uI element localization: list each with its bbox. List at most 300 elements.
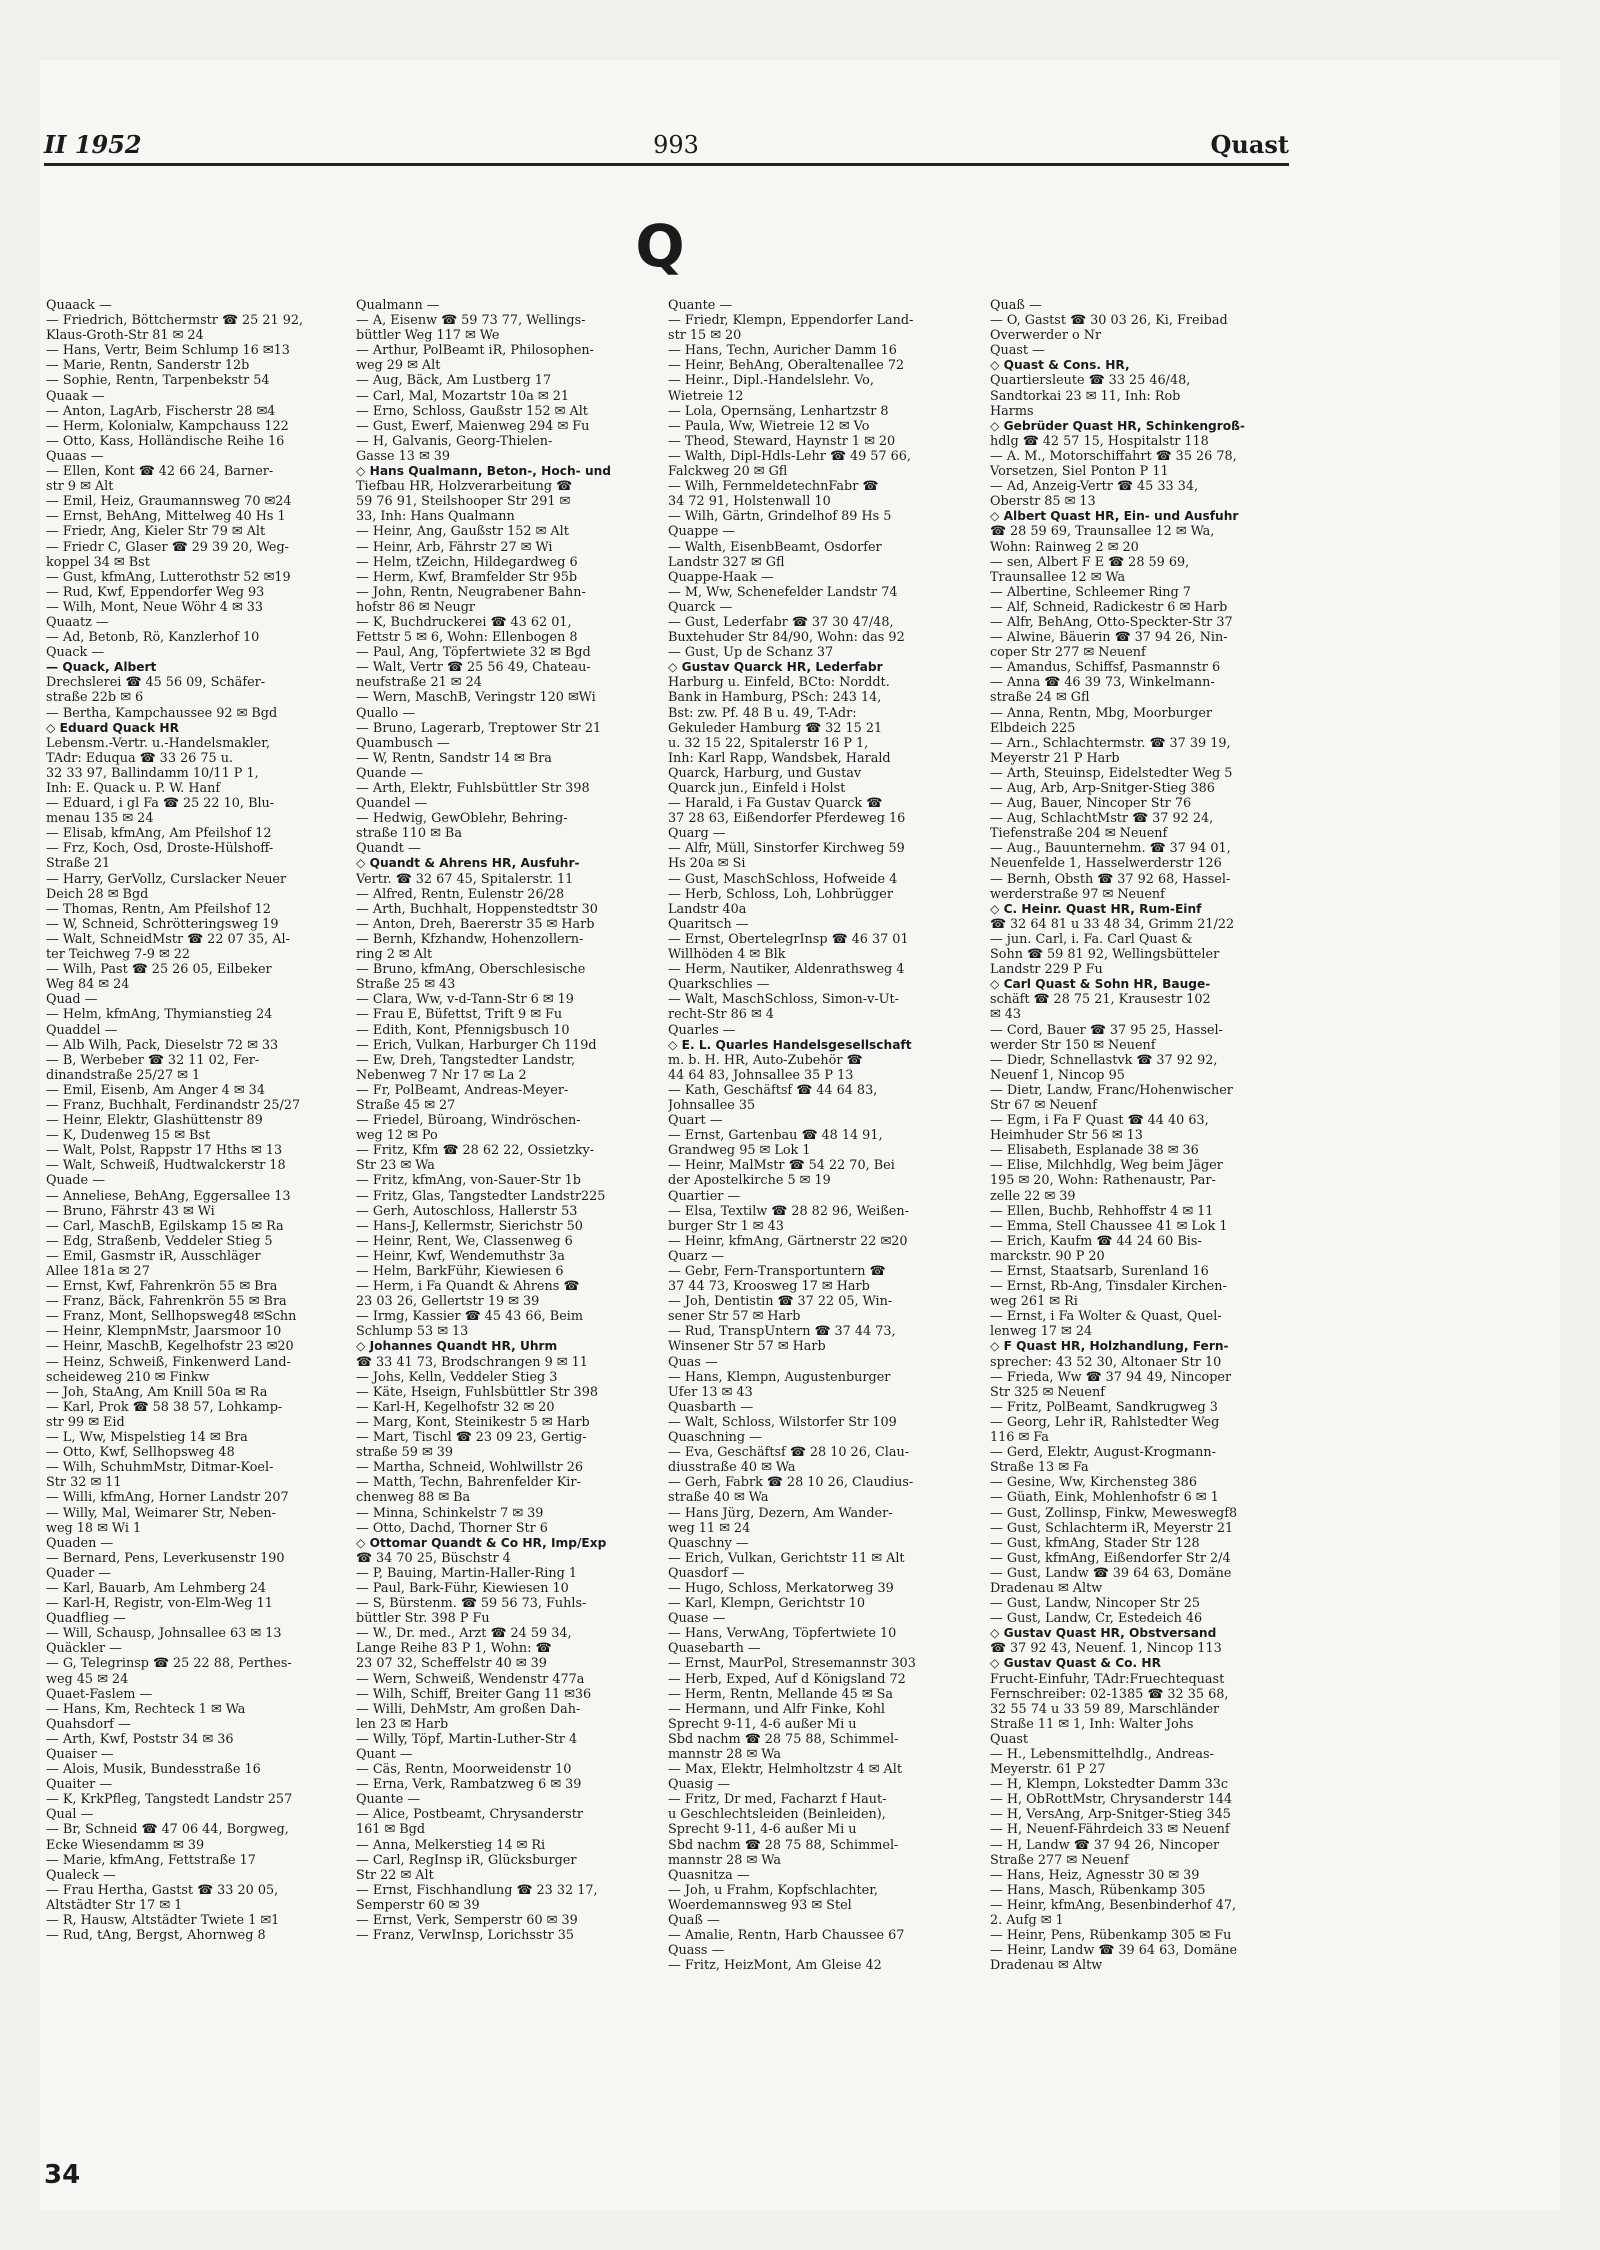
directory-entry-line: — Arth, Steuinsp, Eidelstedter Weg 5 bbox=[990, 765, 1233, 781]
directory-entry-line: — Rud, TranspUntern ☎ 37 44 73, bbox=[668, 1324, 896, 1340]
directory-entry-line: — Karl-H, Kegelhofstr 32 ✉ 20 bbox=[356, 1399, 555, 1415]
directory-entry-line: — Johs, Kelln, Veddeler Stieg 3 bbox=[356, 1369, 558, 1385]
directory-entry-line: — Willy, Mal, Weimarer Str, Neben- bbox=[46, 1505, 276, 1521]
directory-entry-line: der Apostelkirche 5 ✉ 19 bbox=[668, 1173, 831, 1189]
directory-entry-line: — Emma, Stell Chaussee 41 ✉ Lok 1 bbox=[990, 1218, 1228, 1234]
directory-entry-line: — Eduard, i gl Fa ☎ 25 22 10, Blu- bbox=[46, 796, 275, 812]
directory-entry-line: — Herm, Kwf, Bramfelder Str 95b bbox=[356, 569, 578, 585]
directory-entry-line: weg 18 ✉ Wi 1 bbox=[46, 1520, 142, 1536]
directory-entry-line: — A. M., Motorschiffahrt ☎ 35 26 78, bbox=[990, 448, 1237, 464]
directory-entry-line: Quaschny — bbox=[668, 1535, 749, 1551]
directory-entry-line: Ecke Wiesendamm ✉ 39 bbox=[46, 1837, 205, 1853]
directory-entry-line: Meyerstr 21 P Harb bbox=[990, 750, 1120, 766]
directory-entry-line: — Wern, Schweiß, Wendenstr 477a bbox=[356, 1671, 585, 1687]
directory-entry-line: — Otto, Kwf, Sellhopsweg 48 bbox=[46, 1445, 235, 1461]
directory-entry-line: 59 76 91, Steilshooper Str 291 ✉ bbox=[356, 494, 571, 510]
directory-entry-line: — Ew, Dreh, Tangstedter Landstr, bbox=[356, 1052, 576, 1068]
directory-entry-line: burger Str 1 ✉ 43 bbox=[668, 1218, 784, 1234]
directory-entry-line: Qual — bbox=[46, 1807, 94, 1823]
directory-entry-line: weg 11 ✉ 24 bbox=[668, 1520, 751, 1536]
directory-entry-line: — Bernard, Pens, Leverkusenstr 190 bbox=[46, 1550, 285, 1566]
directory-entry-line: Straße 21 bbox=[46, 856, 111, 872]
directory-entry-line: ◇ Gustav Quarck HR, Lederfabr bbox=[668, 660, 883, 675]
directory-entry-line: — Albertine, Schleemer Ring 7 bbox=[990, 584, 1191, 600]
directory-entry-line: ◇ E. L. Quarles Handelsgesellschaft bbox=[668, 1037, 912, 1052]
directory-entry-line: — Alfred, Rentn, Eulenstr 26/28 bbox=[356, 886, 565, 902]
directory-entry-line: — Anna, Melkerstieg 14 ✉ Ri bbox=[356, 1837, 546, 1853]
directory-entry-line: Sandtorkai 23 ✉ 11, Inh: Rob bbox=[990, 388, 1181, 404]
directory-entry-line: — Arthur, PolBeamt iR, Philosophen- bbox=[356, 343, 594, 359]
directory-entry-line: Fettstr 5 ✉ 6, Wohn: Ellenbogen 8 bbox=[356, 630, 578, 646]
directory-entry-line: büttler Str. 398 P Fu bbox=[356, 1611, 490, 1627]
directory-entry-line: — Emil, Eisenb, Am Anger 4 ✉ 34 bbox=[46, 1082, 265, 1098]
directory-entry-line: — Heinr, Arb, Fährstr 27 ✉ Wi bbox=[356, 539, 553, 555]
directory-entry-line: — Wilh, Past ☎ 25 26 05, Eilbeker bbox=[46, 962, 272, 978]
directory-entry-line: — Thomas, Rentn, Am Pfeilshof 12 bbox=[46, 901, 271, 917]
page-header bbox=[44, 122, 1289, 166]
directory-entry-line: Quasnitza — bbox=[668, 1867, 750, 1883]
directory-entry-line: Quallo — bbox=[356, 705, 416, 721]
directory-entry-line: Frucht-Einfuhr, TAdr:Fruechtequast bbox=[990, 1671, 1225, 1687]
directory-entry-line: 2. Aufg ✉ 1 bbox=[990, 1913, 1064, 1929]
directory-entry-line: straße 59 ✉ 39 bbox=[356, 1445, 454, 1461]
directory-entry-line: — Paul, Ang, Töpfertwiete 32 ✉ Bgd bbox=[356, 645, 591, 661]
directory-entry-line: Quase — bbox=[668, 1611, 726, 1627]
directory-entry-line: — H, VersAng, Arp-Snitger-Stieg 345 bbox=[990, 1807, 1231, 1823]
directory-entry-line: chenweg 88 ✉ Ba bbox=[356, 1490, 471, 1506]
directory-entry-line: weg 29 ✉ Alt bbox=[356, 358, 441, 374]
directory-entry-line: — W., Dr. med., Arzt ☎ 24 59 34, bbox=[356, 1626, 572, 1642]
directory-entry-line: — Walt, Schweiß, Hudtwalckerstr 18 bbox=[46, 1158, 286, 1174]
directory-entry-line: Quahsdorf — bbox=[46, 1716, 131, 1732]
directory-entry-line: — Fr, PolBeamt, Andreas-Meyer- bbox=[356, 1082, 569, 1098]
directory-entry-line: Gekuleder Hamburg ☎ 32 15 21 bbox=[668, 720, 883, 736]
directory-entry-line: — Gust, Landw, Nincoper Str 25 bbox=[990, 1596, 1201, 1612]
directory-entry-line: — Theod, Steward, Haynstr 1 ✉ 20 bbox=[668, 433, 896, 449]
directory-entry-line: — Herb, Exped, Auf d Königsland 72 bbox=[668, 1671, 906, 1687]
header-running-name: Quast bbox=[1210, 130, 1289, 159]
directory-entry-line: — Aug, Bäck, Am Lustberg 17 bbox=[356, 373, 552, 389]
directory-entry-line: ◇ Gustav Quast HR, Obstversand bbox=[990, 1626, 1217, 1641]
directory-entry-line: — Elise, Milchhdlg, Weg beim Jäger bbox=[990, 1158, 1223, 1174]
directory-entry-line: — Ernst, Staatsarb, Surenland 16 bbox=[990, 1264, 1209, 1279]
directory-entry-line: — Helm, kfmAng, Thymianstieg 24 bbox=[46, 1007, 273, 1023]
directory-entry-line: 161 ✉ Bgd bbox=[356, 1822, 426, 1838]
directory-entry-line: — H., Lebensmittelhdlg., Andreas- bbox=[990, 1747, 1214, 1762]
directory-entry-line: str 15 ✉ 20 bbox=[668, 328, 742, 344]
directory-entry-line: ☎ 34 70 25, Büschstr 4 bbox=[356, 1550, 511, 1566]
directory-entry-line: — Gesine, Ww, Kirchensteg 386 bbox=[990, 1475, 1197, 1491]
directory-entry-line: Dradenau ✉ Altw bbox=[990, 1580, 1103, 1596]
directory-entry-line: 32 33 97, Ballindamm 10/11 P 1, bbox=[46, 765, 259, 781]
directory-entry-line: Quaatz — bbox=[46, 614, 109, 630]
directory-entry-line: Dradenau ✉ Altw bbox=[990, 1958, 1103, 1974]
directory-entry-line: — Herm, Kolonialw, Kampchauss 122 bbox=[46, 418, 289, 434]
directory-entry-line: 34 72 91, Holstenwall 10 bbox=[668, 494, 831, 510]
directory-entry-line: — Joh, u Frahm, Kopfschlachter, bbox=[668, 1882, 878, 1898]
directory-entry-line: — Helm, tZeichn, Hildegardweg 6 bbox=[356, 554, 578, 570]
directory-entry-line: — Bruno, kfmAng, Oberschlesische bbox=[356, 962, 586, 978]
directory-entry-line: — Otto, Dachd, Thorner Str 6 bbox=[356, 1520, 548, 1536]
directory-entry-line: — H, Klempn, Lokstedter Damm 33c bbox=[990, 1777, 1229, 1793]
directory-entry-line: — Gerh, Autoschloss, Hallerstr 53 bbox=[356, 1203, 578, 1219]
directory-entry-line: Straße 13 ✉ Fa bbox=[990, 1460, 1089, 1476]
directory-entry-line: sener Str 57 ✉ Harb bbox=[668, 1309, 801, 1325]
directory-entry-line: — Aug, SchlachtMstr ☎ 37 92 24, bbox=[990, 811, 1214, 827]
directory-entry-line: Quappe-Haak — bbox=[668, 569, 774, 585]
directory-entry-line: — Heinr, Pens, Rübenkamp 305 ✉ Fu bbox=[990, 1928, 1232, 1944]
directory-entry-line: — Ernst, Gartenbau ☎ 48 14 91, bbox=[668, 1128, 883, 1144]
directory-entry-line: — Alf, Schneid, Radickestr 6 ✉ Harb bbox=[990, 599, 1228, 615]
directory-entry-line: Meyerstr. 61 P 27 bbox=[990, 1762, 1106, 1778]
directory-entry-line: TAdr: Eduqua ☎ 33 26 75 u. bbox=[46, 750, 234, 766]
directory-entry-line: — Emil, Heiz, Graumannsweg 70 ✉24 bbox=[46, 494, 292, 510]
directory-entry-line: — Ernst, Kwf, Fahrenkrön 55 ✉ Bra bbox=[46, 1279, 278, 1295]
directory-entry-line: — Arth, Kwf, Poststr 34 ✉ 36 bbox=[46, 1731, 234, 1747]
directory-entry-line: — Gust, kfmAng, Lutterothstr 52 ✉19 bbox=[46, 569, 291, 585]
directory-entry-line: — Karl, Prok ☎ 58 38 57, Lohkamp- bbox=[46, 1399, 283, 1415]
directory-entry-line: — Elisabeth, Esplanade 38 ✉ 36 bbox=[990, 1143, 1199, 1159]
directory-entry-line: — Helm, BarkFühr, Kiewiesen 6 bbox=[356, 1264, 564, 1279]
directory-entry-line: Fernschreiber: 02-1385 ☎ 32 35 68, bbox=[990, 1686, 1229, 1702]
directory-entry-line: Bank in Hamburg, PSch: 243 14, bbox=[668, 690, 882, 706]
directory-entry-line: Str 325 ✉ Neuenf bbox=[990, 1384, 1105, 1400]
directory-entry-line: Quaritsch — bbox=[668, 916, 749, 932]
directory-entry-line: 37 28 63, Eißendorfer Pferdeweg 16 bbox=[668, 811, 906, 827]
directory-entry-line: Quaß — bbox=[668, 1913, 720, 1929]
directory-entry-line: — Willi, kfmAng, Horner Landstr 207 bbox=[46, 1490, 289, 1506]
directory-entry-line: Sohn ☎ 59 81 92, Wellingsbütteler bbox=[990, 947, 1220, 963]
directory-entry-line: Qualmann — bbox=[356, 298, 440, 313]
directory-entry-line: 44 64 83, Johnsallee 35 P 13 bbox=[668, 1067, 854, 1083]
directory-entry-line: Harms bbox=[990, 403, 1034, 419]
directory-entry-line: — Wilh, SchuhmMstr, Ditmar-Koel- bbox=[46, 1460, 274, 1476]
directory-entry-line: — Friedel, Büroang, Windröschen- bbox=[356, 1113, 581, 1129]
directory-entry-line: — Marg, Kont, Steinikestr 5 ✉ Harb bbox=[356, 1414, 590, 1430]
directory-entry-line: Grandweg 95 ✉ Lok 1 bbox=[668, 1143, 811, 1159]
directory-entry-line: Quaschning — bbox=[668, 1430, 762, 1446]
directory-entry-line: — Rud, tAng, Bergst, Ahornweg 8 bbox=[46, 1928, 266, 1944]
directory-entry-line: Qualeck — bbox=[46, 1867, 116, 1883]
directory-entry-line: — Paula, Ww, Wietreie 12 ✉ Vo bbox=[668, 418, 870, 434]
column-4 bbox=[990, 298, 1300, 1973]
directory-entry-line: Quandel — bbox=[356, 796, 428, 812]
directory-entry-line: — Frz, Koch, Osd, Droste-Hülshoff- bbox=[46, 841, 274, 857]
directory-entry-line: — O, Gastst ☎ 30 03 26, Ki, Freibad bbox=[990, 313, 1228, 329]
directory-entry-line: — Hans, Km, Rechteck 1 ✉ Wa bbox=[46, 1701, 246, 1717]
directory-entry-line: Oberstr 85 ✉ 13 bbox=[990, 494, 1096, 510]
directory-entry-line: — Fritz, PolBeamt, Sandkrugweg 3 bbox=[990, 1399, 1218, 1415]
directory-entry-line: — G, Telegrinsp ☎ 25 22 88, Perthes- bbox=[46, 1656, 292, 1672]
directory-entry-line: — Cäs, Rentn, Moorweidenstr 10 bbox=[356, 1762, 572, 1778]
directory-entry-line: — Diedr, Schnellastvk ☎ 37 92 92, bbox=[990, 1052, 1218, 1068]
directory-entry-line: — Walth, Dipl-Hdls-Lehr ☎ 49 57 66, bbox=[668, 448, 912, 464]
directory-entry-line: — W, Schneid, Schrötteringsweg 19 bbox=[46, 916, 279, 932]
directory-entry-line: Tiefenstraße 204 ✉ Neuenf bbox=[990, 826, 1168, 842]
directory-entry-line: — Gust, Zollinsp, Finkw, Meweswegf8 bbox=[990, 1505, 1238, 1521]
directory-entry-line: — Edg, Straßenb, Veddeler Stieg 5 bbox=[46, 1233, 273, 1249]
directory-entry-line: — Fritz, HeizMont, Am Gleise 42 bbox=[668, 1958, 882, 1974]
directory-entry-line: — A, Eisenw ☎ 59 73 77, Wellings- bbox=[356, 313, 586, 329]
directory-entry-line: 33, Inh: Hans Qualmann bbox=[356, 509, 515, 525]
directory-entry-line: Tiefbau HR, Holzverarbeitung ☎ bbox=[356, 479, 573, 495]
directory-entry-line: ☎ 32 64 81 u 33 48 34, Grimm 21/22 bbox=[990, 916, 1235, 932]
footer-page-number: 34 bbox=[44, 2160, 81, 2190]
directory-entry-line: recht-Str 86 ✉ 4 bbox=[668, 1007, 774, 1023]
directory-entry-line: — Gust, Landw ☎ 39 64 63, Domäne bbox=[990, 1565, 1232, 1581]
directory-entry-line: — Harald, i Fa Gustav Quarck ☎ bbox=[668, 796, 883, 812]
directory-entry-line: ◇ Johannes Quandt HR, Uhrm bbox=[356, 1339, 558, 1354]
directory-entry-line: — L, Ww, Mispelstieg 14 ✉ Bra bbox=[46, 1430, 248, 1446]
directory-entry-line: — Elisab, kfmAng, Am Pfeilshof 12 bbox=[46, 826, 272, 842]
directory-entry-line: — Walth, EisenbBeamt, Osdorfer bbox=[668, 539, 882, 555]
directory-entry-line: — Ad, Betonb, Rö, Kanzlerhof 10 bbox=[46, 630, 260, 646]
directory-entry-line: Quarles — bbox=[668, 1022, 736, 1038]
directory-entry-line: Heimhuder Str 56 ✉ 13 bbox=[990, 1128, 1143, 1144]
directory-entry-line: — Hans Jürg, Dezern, Am Wander- bbox=[668, 1505, 893, 1521]
directory-entry-line: — Hans, Techn, Auricher Damm 16 bbox=[668, 343, 897, 359]
directory-entry-line: — Wern, MaschB, Veringstr 120 ✉Wi bbox=[356, 690, 596, 706]
directory-entry-line: marckstr. 90 P 20 bbox=[990, 1248, 1105, 1264]
directory-entry-line: Quante — bbox=[356, 1792, 421, 1808]
directory-entry-line: Altstädter Str 17 ✉ 1 bbox=[46, 1897, 183, 1913]
directory-entry-line: — Gust, Landw, Cr, Estedeich 46 bbox=[990, 1611, 1203, 1627]
directory-entry-line: — Matth, Techn, Bahrenfelder Kir- bbox=[356, 1475, 581, 1491]
directory-entry-line: weg 12 ✉ Po bbox=[356, 1128, 438, 1144]
directory-entry-line: — Joh, Dentistin ☎ 37 22 05, Win- bbox=[668, 1294, 893, 1310]
directory-entry-line: — Heinr, MalMstr ☎ 54 22 70, Bei bbox=[668, 1158, 895, 1174]
directory-entry-line: — Anna, Rentn, Mbg, Moorburger bbox=[990, 705, 1213, 721]
directory-entry-line: Quarck, Harburg, und Gustav bbox=[668, 765, 862, 781]
directory-entry-line: — Irmg, Kassier ☎ 45 43 66, Beim bbox=[356, 1309, 584, 1325]
directory-entry-line: — Emil, Gasmstr iR, Ausschläger bbox=[46, 1248, 261, 1264]
directory-entry-line: — Bernh, Obsth ☎ 37 92 68, Hassel- bbox=[990, 871, 1231, 887]
directory-entry-line: Quaden — bbox=[46, 1535, 114, 1551]
directory-entry-line: — Heinr, MaschB, Kegelhofstr 23 ✉20 bbox=[46, 1339, 294, 1355]
directory-entry-line: Quasig — bbox=[668, 1777, 731, 1793]
directory-entry-line: — Hugo, Schloss, Merkatorweg 39 bbox=[668, 1580, 894, 1596]
directory-entry-line: Quaß — bbox=[990, 298, 1042, 313]
directory-entry-line: — Friedr, Klempn, Eppendorfer Land- bbox=[668, 313, 914, 329]
directory-entry-line: — Franz, Mont, Sellhopsweg48 ✉Schn bbox=[46, 1309, 297, 1325]
directory-entry-line: 195 ✉ 20, Wohn: Rathenaustr, Par- bbox=[990, 1173, 1216, 1189]
directory-entry-line: werderstraße 97 ✉ Neuenf bbox=[990, 886, 1165, 902]
directory-entry-line: — Friedr C, Glaser ☎ 29 39 20, Weg- bbox=[46, 539, 289, 555]
directory-entry-line: zelle 22 ✉ 39 bbox=[990, 1188, 1076, 1204]
directory-entry-line: — Hans, VerwAng, Töpfertwiete 10 bbox=[668, 1626, 897, 1642]
directory-entry-line: — Ellen, Kont ☎ 42 66 24, Barner- bbox=[46, 464, 274, 480]
directory-entry-line: Sprecht 9-11, 4-6 außer Mi u bbox=[668, 1822, 857, 1838]
directory-entry-line: straße 24 ✉ Gfl bbox=[990, 690, 1090, 706]
directory-entry-line: — Bernh, Kfzhandw, Hohenzollern- bbox=[356, 931, 584, 947]
directory-entry-line: — Quack, Albert bbox=[46, 660, 157, 675]
directory-entry-line: Straße 25 ✉ 43 bbox=[356, 977, 456, 993]
directory-entry-line: Straße 11 ✉ 1, Inh: Walter Johs bbox=[990, 1716, 1194, 1732]
directory-entry-line: 32 55 74 u 33 59 89, Marschländer bbox=[990, 1701, 1220, 1717]
directory-entry-line: m. b. H. HR, Auto-Zubehör ☎ bbox=[668, 1052, 863, 1068]
directory-entry-line: Hs 20a ✉ Si bbox=[668, 856, 746, 872]
directory-entry-line: — Heinr, Elektr, Glashüttenstr 89 bbox=[46, 1113, 263, 1129]
directory-entry-line: mannstr 28 ✉ Wa bbox=[668, 1852, 781, 1868]
directory-entry-line: Quaas — bbox=[46, 448, 104, 464]
directory-entry-line: coper Str 277 ✉ Neuenf bbox=[990, 645, 1146, 661]
directory-entry-line: Quasebarth — bbox=[668, 1641, 761, 1657]
directory-entry-line: — Friedrich, Böttchermstr ☎ 25 21 92, bbox=[46, 313, 304, 329]
directory-entry-line: len 23 ✉ Harb bbox=[356, 1716, 449, 1732]
directory-entry-line: — Ernst, BehAng, Mittelweg 40 Hs 1 bbox=[46, 509, 286, 525]
directory-entry-line: Willhöden 4 ✉ Blk bbox=[668, 947, 786, 963]
directory-entry-line: Quaddel — bbox=[46, 1022, 118, 1038]
directory-entry-line: Quad — bbox=[46, 992, 98, 1008]
directory-entry-line: — Eva, Geschäftsf ☎ 28 10 26, Clau- bbox=[668, 1445, 910, 1461]
directory-entry-line: hdlg ☎ 42 57 15, Hospitalstr 118 bbox=[990, 433, 1209, 449]
directory-entry-line: Neuenf 1, Nincop 95 bbox=[990, 1067, 1125, 1083]
directory-entry-line: Quass — bbox=[668, 1943, 725, 1959]
directory-entry-line: Falckweg 20 ✉ Gfl bbox=[668, 464, 788, 480]
directory-entry-line: — Heinr, kfmAng, Besenbinderhof 47, bbox=[990, 1897, 1237, 1913]
directory-entry-line: — Franz, Buchhalt, Ferdinandstr 25/27 bbox=[46, 1097, 301, 1113]
directory-entry-line: — S, Bürstenm. ☎ 59 56 73, Fuhls- bbox=[356, 1596, 587, 1612]
directory-entry-line: — Hans, Vertr, Beim Schlump 16 ✉13 bbox=[46, 343, 290, 359]
directory-entry-line: Quartier — bbox=[668, 1188, 741, 1204]
directory-entry-line: Quaiter — bbox=[46, 1777, 113, 1793]
directory-entry-line: — Gust, kfmAng, Stader Str 128 bbox=[990, 1535, 1200, 1551]
directory-entry-line: Lebensm.-Vertr. u.-Handelsmakler, bbox=[46, 735, 271, 751]
directory-entry-line: — Max, Elektr, Helmholtzstr 4 ✉ Alt bbox=[668, 1762, 902, 1778]
directory-entry-line: — Gebr, Fern-Transportuntern ☎ bbox=[668, 1264, 886, 1279]
directory-entry-line: straße 22b ✉ 6 bbox=[46, 690, 144, 706]
directory-entry-line: — Heinr, BehAng, Oberaltenallee 72 bbox=[668, 358, 905, 374]
directory-entry-line: — Paul, Bark-Führ, Kiewiesen 10 bbox=[356, 1580, 569, 1596]
directory-entry-line: — Heinz, Schweiß, Finkenwerd Land- bbox=[46, 1354, 291, 1370]
directory-entry-line: — Anna ☎ 46 39 73, Winkelmann- bbox=[990, 675, 1215, 691]
directory-entry-line: schäft ☎ 28 75 21, Krausestr 102 bbox=[990, 992, 1211, 1008]
directory-entry-line: — Franz, Bäck, Fahrenkrön 55 ✉ Bra bbox=[46, 1294, 287, 1310]
directory-entry-line: — Lola, Opernsäng, Lenhartzstr 8 bbox=[668, 403, 889, 419]
directory-entry-line: — Heinr., Dipl.-Handelslehr. Vo, bbox=[668, 373, 874, 389]
directory-entry-line: — Arn., Schlachtermstr. ☎ 37 39 19, bbox=[990, 735, 1231, 751]
directory-entry-line: — Amandus, Schiffsf, Pasmannstr 6 bbox=[990, 660, 1221, 676]
directory-entry-line: — Walt, Schloss, Wilstorfer Str 109 bbox=[668, 1414, 897, 1430]
directory-entry-line: weg 261 ✉ Ri bbox=[990, 1294, 1078, 1310]
directory-entry-line: Quappe — bbox=[668, 524, 736, 540]
directory-entry-line: Winsener Str 57 ✉ Harb bbox=[668, 1339, 826, 1355]
directory-entry-line: Quaack — bbox=[46, 298, 112, 313]
directory-entry-line: — Br, Schneid ☎ 47 06 44, Borgweg, bbox=[46, 1822, 289, 1838]
directory-entry-line: Quart — bbox=[668, 1113, 723, 1129]
directory-entry-line: — Karl-H, Registr, von-Elm-Weg 11 bbox=[46, 1596, 273, 1612]
directory-entry-line: — Hans-J, Kellermstr, Sierichstr 50 bbox=[356, 1218, 583, 1234]
directory-entry-line: ◇ Quast & Cons. HR, bbox=[990, 358, 1130, 373]
directory-entry-line: — Wilh, Gärtn, Grindelhof 89 Hs 5 bbox=[668, 509, 892, 525]
directory-entry-line: Ufer 13 ✉ 43 bbox=[668, 1384, 753, 1400]
directory-entry-line: — Gust, Up de Schanz 37 bbox=[668, 645, 834, 661]
directory-entry-line: — Bruno, Lagerarb, Treptower Str 21 bbox=[356, 720, 602, 736]
directory-entry-line: Lange Reihe 83 P 1, Wohn: ☎ bbox=[356, 1641, 552, 1657]
directory-entry-line: — R, Hausw, Altstädter Twiete 1 ✉1 bbox=[46, 1913, 280, 1929]
directory-entry-line: Quaiser — bbox=[46, 1747, 114, 1762]
directory-entry-line: Quast — bbox=[990, 343, 1045, 359]
directory-entry-line: hofstr 86 ✉ Neugr bbox=[356, 599, 476, 615]
directory-entry-line: — Gerh, Fabrk ☎ 28 10 26, Claudius- bbox=[668, 1475, 914, 1491]
directory-entry-line: — Gust, Lederfabr ☎ 37 30 47/48, bbox=[668, 614, 894, 630]
directory-entry-line: Sprecht 9-11, 4-6 außer Mi u bbox=[668, 1716, 857, 1732]
directory-entry-line: Quarkschlies — bbox=[668, 977, 770, 993]
directory-entry-line: ◇ C. Heinr. Quast HR, Rum-Einf bbox=[990, 901, 1202, 916]
directory-entry-line: — Ernst, i Fa Wolter & Quast, Quel- bbox=[990, 1309, 1222, 1325]
column-1 bbox=[46, 298, 356, 1943]
directory-entry-line: Quasbarth — bbox=[668, 1399, 754, 1415]
column-2 bbox=[356, 298, 666, 1943]
directory-entry-line: — Heinr, KlempnMstr, Jaarsmoor 10 bbox=[46, 1324, 282, 1340]
directory-entry-line: Landstr 229 P Fu bbox=[990, 962, 1103, 978]
directory-entry-line: Quambusch — bbox=[356, 735, 450, 751]
directory-entry-line: u. 32 15 22, Spitalerstr 16 P 1, bbox=[668, 735, 869, 751]
directory-entry-line: Quade — bbox=[46, 1173, 105, 1189]
directory-entry-line: Elbdeich 225 bbox=[990, 720, 1076, 736]
directory-entry-line: — Clara, Ww, v-d-Tann-Str 6 ✉ 19 bbox=[356, 992, 574, 1008]
directory-entry-line: Quartiersleute ☎ 33 25 46/48, bbox=[990, 373, 1191, 389]
directory-entry-line: — Karl, Bauarb, Am Lehmberg 24 bbox=[46, 1580, 267, 1596]
directory-entry-line: koppel 34 ✉ Bst bbox=[46, 554, 150, 570]
directory-entry-line: Straße 45 ✉ 27 bbox=[356, 1097, 456, 1113]
directory-entry-line: u Geschlechtsleiden (Beinleiden), bbox=[668, 1807, 886, 1823]
directory-entry-line: Vertr. ☎ 32 67 45, Spitalerstr. 11 bbox=[356, 871, 574, 887]
directory-entry-line: — Ellen, Buchb, Rehhoffstr 4 ✉ 11 bbox=[990, 1203, 1214, 1219]
directory-entry-line: Quast bbox=[990, 1731, 1029, 1747]
directory-entry-line: — Gerd, Elektr, August-Krogmann- bbox=[990, 1445, 1216, 1461]
directory-entry-line: — Wilh, Schiff, Breiter Gang 11 ✉36 bbox=[356, 1686, 592, 1702]
directory-entry-line: neufstraße 21 ✉ 24 bbox=[356, 675, 482, 691]
directory-entry-line: Klaus-Groth-Str 81 ✉ 24 bbox=[46, 328, 204, 344]
directory-entry-line: — Franz, VerwInsp, Lorichsstr 35 bbox=[356, 1928, 575, 1944]
directory-entry-line: Deich 28 ✉ Bgd bbox=[46, 886, 149, 902]
directory-entry-line: — Hans, Masch, Rübenkamp 305 bbox=[990, 1882, 1206, 1898]
directory-entry-line: 23 03 26, Gellertstr 19 ✉ 39 bbox=[356, 1294, 540, 1310]
directory-entry-line: — Karl, Klempn, Gerichtstr 10 bbox=[668, 1596, 866, 1612]
directory-entry-line: — Frau Hertha, Gastst ☎ 33 20 05, bbox=[46, 1882, 279, 1898]
directory-entry-line: — Hans, Heiz, Agnesstr 30 ✉ 39 bbox=[990, 1867, 1200, 1883]
directory-entry-line: Quack — bbox=[46, 645, 105, 661]
directory-entry-line: Wietreie 12 bbox=[668, 388, 744, 404]
directory-entry-line: scheideweg 210 ✉ Finkw bbox=[46, 1369, 210, 1385]
directory-entry-line: straße 40 ✉ Wa bbox=[668, 1490, 769, 1506]
directory-entry-line: Quarg — bbox=[668, 826, 726, 842]
directory-entry-line: Quader — bbox=[46, 1565, 112, 1581]
directory-entry-line: Str 23 ✉ Wa bbox=[356, 1158, 435, 1174]
directory-entry-line: — Arth, Elektr, Fuhlsbüttler Str 398 bbox=[356, 781, 590, 796]
directory-entry-line: Str 32 ✉ 11 bbox=[46, 1475, 122, 1491]
directory-entry-line: — Dietr, Landw, Franc/Hohenwischer bbox=[990, 1082, 1233, 1098]
directory-entry-line: ◇ Gustav Quast & Co. HR bbox=[990, 1656, 1162, 1671]
directory-entry-line: — Walt, Polst, Rappstr 17 Hths ✉ 13 bbox=[46, 1143, 283, 1159]
directory-entry-line: — Wilh, Mont, Neue Wöhr 4 ✉ 33 bbox=[46, 599, 264, 615]
directory-entry-line: ◇ Hans Qualmann, Beton-, Hoch- und bbox=[356, 464, 612, 479]
directory-entry-line: dinandstraße 25/27 ✉ 1 bbox=[46, 1067, 201, 1083]
directory-entry-line: — Mart, Tischl ☎ 23 09 23, Gertig- bbox=[356, 1430, 587, 1446]
directory-entry-line: — B, Werbeber ☎ 32 11 02, Fer- bbox=[46, 1052, 260, 1068]
directory-entry-line: — Fritz, Kfm ☎ 28 62 22, Ossietzky- bbox=[356, 1143, 595, 1159]
directory-entry-line: — Erich, Vulkan, Harburger Ch 119d bbox=[356, 1037, 597, 1053]
directory-entry-line: büttler Weg 117 ✉ We bbox=[356, 328, 500, 344]
directory-entry-line: Quaak — bbox=[46, 388, 105, 404]
directory-entry-line: Bst: zw. Pf. 48 B u. 49, T-Adr: bbox=[668, 705, 857, 721]
directory-entry-line: Traunsallee 12 ✉ Wa bbox=[990, 569, 1126, 585]
directory-entry-line: Neuenfelde 1, Hasselwerderstr 126 bbox=[990, 856, 1222, 872]
directory-entry-line: — Harry, GerVollz, Curslacker Neuer bbox=[46, 871, 287, 887]
directory-entry-line: — Carl, Mal, Mozartstr 10a ✉ 21 bbox=[356, 388, 569, 404]
directory-entry-line: — Aug, Arb, Arp-Snitger-Stieg 386 bbox=[990, 781, 1215, 796]
